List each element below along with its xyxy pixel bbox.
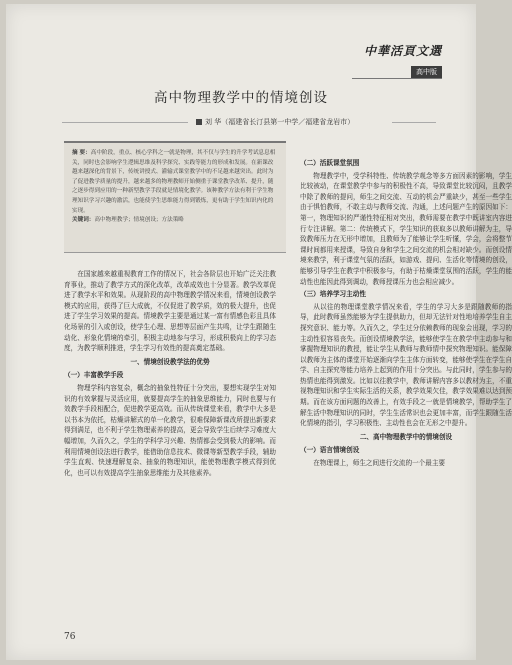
author-text: 刘 华（福建省长汀县第一中学／福建省龙岩市）: [205, 118, 355, 126]
section-heading: （一）丰富教学手段: [64, 371, 124, 380]
abstract-box: [64, 141, 286, 253]
body-paragraph: 在国家越来越重视教育工作的情况下，社会各阶层也开始广泛关注教育事业，推动了教学方式的深化改革，改革成效也十分显著。教学改革促进了教学水平和效果。从现阶段的高中物理教学情况来看，情境创设教学模式的应用，获得了巨大成就，不仅促进了教学质，效的极大提升，也促进了学生学习效果的提高。情境教学主要是通过某一富有情感色彩且具体化场景的引入或创设，使学生心理、思想等层面产生共鸣，让学生跟随生动化、形象化情境的牵引，积极主动地参与学习，形成积极向上的学习态度，为教学顺利推进，学生学习有效性的提高奠定基础。: [64, 270, 276, 353]
summary-text: 高中阶段，重点、核心学科之一就是物理，其不仅与学生的升学考试息息相关，同时也会影响学生逻辑思维及科学探究、实践等能力的形成和发展。在新课改越来越深化的背景下，传统讲授式、灌输式课堂教学中的不足越来越突出。此时为了促进教学质量的提升，越来越多的物理教师开始侧重于课堂教学改革、提升，随之逐步得到应用的一种新型教学手段就是情境化教学。该种教学方法有利于学生物理知识学习兴趣的激活，也能使学生思维能力得到锻炼，更有助于学生知识内化的实现。: [72, 150, 276, 214]
right-column: [300, 156, 512, 469]
magazine-edition-badge: 高中版: [411, 66, 442, 78]
section-heading: （三）培养学习主动性: [300, 290, 366, 299]
body-paragraph: 物理教学中，受学科特性、传统教学观念等多方面因素的影响，学生比较被动，在课堂教学中参与的积极性不高，导致课堂比较沉闷，且教学中除了教师的提问，师生之间交流、互动的机会严重缺少，甚至一些学生由于惧怕教师，不敢主动与教师交流、沟通，上述问题产生的原因如下：第一，物理知识的严谨性特征相对突出，教师需要在教学中既讲室内容进行专注讲解。第二：传统模式下，学生知识的获取多以教师讲解为主，导致教师压力在无形中增加，且教师为了能够让学生听懂，学会，会将整节课时间都用来授课，导致自身和学生之间交流的机会相对缺少。而创设情境来教学，利于课堂气氛的活跃，如游戏、提问、生活化等情境的创设，能够引导学生在教学中积极参与，有助于枯燥课堂氛围的活跃，学生的能动性也能因此得到调动，教师授课压力也会相应减少。: [300, 171, 512, 286]
square-bullet-icon: [196, 119, 202, 125]
body-paragraph: 从以往的物理课堂教学情况来看，学生的学习大多是跟随教师的指导，此时教师虽然能够为学生提供助力，但却无法针对性地培养学生自主探究意识、能力等。久而久之，学生过分依赖教师的现象会出现，学习的主动性很容易丧失。而创设情境教学法，能够使学生在教学中主动参与和掌握物理知识的教授，能让学生从教师与教师情中探究物理知识。能保障以教师为主体的课堂开始逐渐向学生主体方面转变，能够使学生在学生自学、自主探究等能力培养上起到的作用十分突出。与此同时，学生参与的热情也能得到激发。比如以往教学中，教师讲解内容多以教材为主，不重视物理知识和学生实际生活的关系，教学效果欠佳，教学效果难以达到预期。而在该方面问题的改善上，有效手段之一就是情境教学，帮助学生了解生活中物理知识的同时，学生生活常识也会更加丰富，而学生跟随生活化情境的指引，学习积极性、主动性也会在无形之中提升。: [300, 302, 512, 428]
left-column: [64, 269, 276, 478]
page-number: 76: [64, 632, 76, 642]
abstract-summary: [72, 149, 278, 216]
article-author: [196, 117, 354, 127]
abstract-keywords: [72, 216, 278, 226]
author-rule-right: [392, 122, 436, 123]
section-heading: 二、高中物理教学中的情境创设: [359, 432, 453, 441]
keywords-text: 高中物理教学；情境创设；方法策略: [94, 217, 184, 224]
body-paragraph: 在物理课上，师生之间进行交流的一个最主要: [313, 459, 446, 468]
page-sheet: [6, 4, 512, 660]
section-heading: （二）活跃课堂氛围: [300, 159, 360, 167]
article-title: 高中物理教学中的情境创设: [154, 90, 328, 106]
magazine-name: 中華活頁文選: [363, 44, 442, 58]
keywords-label: 关键词：: [72, 217, 95, 224]
section-heading: 一、情境创设教学法的优势: [130, 357, 210, 366]
body-paragraph: 物理学科内容复杂，概念的抽象性特征十分突出，要想实现学生对知识的有效掌握与灵活应用，就要提高学生的抽象思维能力，同时也要与有效教学手段相配合，促进教学更高效。而从传统课堂来看，教学中大多是以书本为依托，枯燥讲解式的单一化教学，很难保障新课改所提出新要求得到满足，也不利于学生物理素养的提高，更会导致学生后续学习难度大幅增加，久而久之，学生的学科学习兴趣、热情都会受到极大的影响。而利用情境创设法进行教学，能借助信息技术、微课等新型教学手段，辅助学生直观、快速理解复杂、抽象的物理知识，能使物理教学模式得到优化，也可以有效提高学生抽象思维能力及其他素养。: [64, 383, 276, 477]
magazine-masthead: [364, 42, 442, 78]
summary-label: 摘 要：: [72, 150, 91, 156]
masthead-divider: [352, 78, 442, 79]
section-heading: （一）语言情境创设: [300, 446, 360, 455]
author-rule-left: [62, 122, 188, 123]
